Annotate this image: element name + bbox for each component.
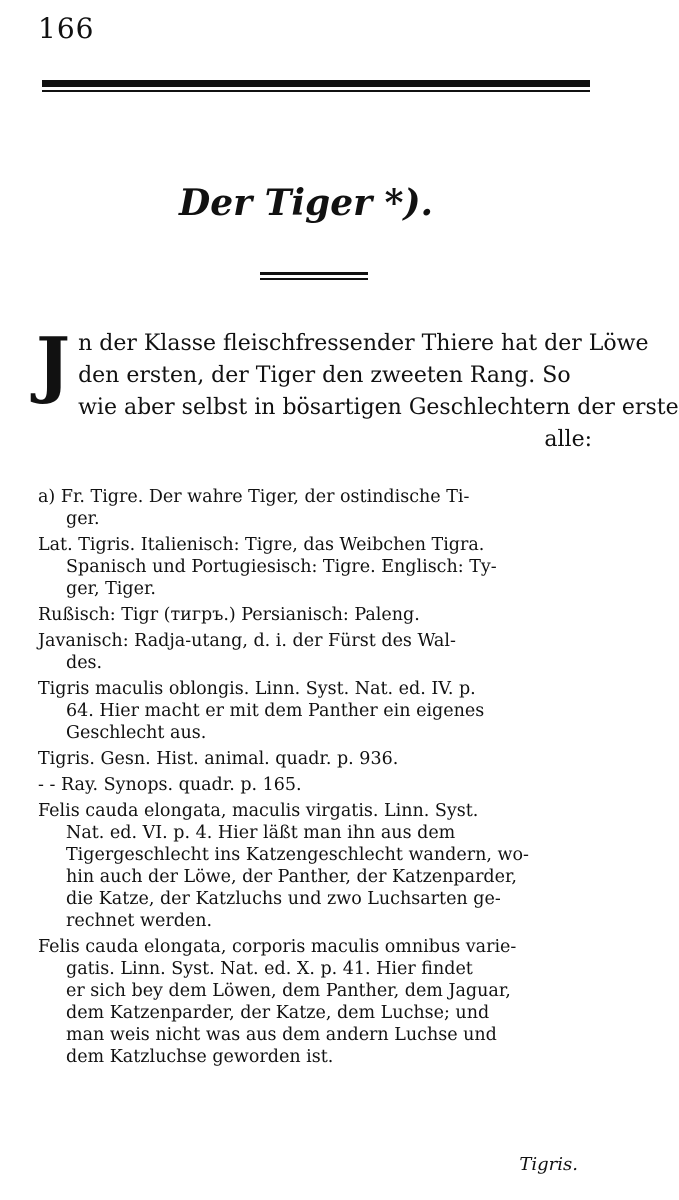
chapter-title: Der Tiger *). — [178, 182, 434, 224]
footnote-line: er sich bey dem Löwen, dem Panther, dem Jaguar, — [66, 981, 511, 1001]
footnote-line: Tigris. Gesn. Hist. animal. quadr. p. 936. — [38, 749, 399, 769]
footnote-entry — [38, 678, 596, 744]
footnote-line: Rußisch: Tigr (тигръ.) Persianisch: Paleng. — [38, 605, 420, 625]
footnotes — [38, 486, 596, 1072]
page-number: 166 — [38, 12, 95, 45]
footnote-line: Nat. ed. VI. p. 4. Hier läßt man ihn aus dem — [66, 823, 456, 843]
footnote-line: Tigris maculis oblongis. Linn. Syst. Nat. ed. IV. p. — [38, 679, 476, 699]
body-line: n der Klasse fleischfressender Thiere hat der Löwe — [78, 331, 649, 356]
footnote-entry — [38, 604, 596, 626]
footnote-line: gatis. Linn. Syst. Nat. ed. X. p. 41. Hier findet — [66, 959, 473, 979]
header-rule-thin — [42, 90, 590, 92]
footnote-line: Felis cauda elongata, maculis virgatis. Linn. Syst. — [38, 801, 479, 821]
footnote-line: des. — [66, 653, 103, 673]
footnote-line: dem Katzenparder, der Katze, dem Luchse; und — [66, 1003, 490, 1023]
footnote-line: a) Fr. Tigre. Der wahre Tiger, der ostindische Ti- — [38, 487, 470, 507]
footnote-line: dem Katzluchse geworden ist. — [66, 1047, 334, 1067]
footnote-entry — [38, 936, 596, 1068]
header-rule — [42, 80, 590, 87]
footnote-line: Lat. Tigris. Italienisch: Tigre, das Weibchen Tigra. — [38, 535, 485, 555]
footnote-entry — [38, 534, 596, 600]
title-rule-thin — [260, 278, 368, 280]
footnote-entry — [38, 630, 596, 674]
footnote-line: hin auch der Löwe, der Panther, der Katzenparder, — [66, 867, 517, 887]
footnote-entry — [38, 486, 596, 530]
footnote-line: Spanisch und Portugiesisch: Tigre. Englisch: Ty- — [66, 557, 497, 577]
footnote-line: die Katze, der Katzluchs und zwo Luchsarten ge- — [66, 889, 501, 909]
footnote-entry — [38, 748, 596, 770]
footnote-line: ger. — [66, 509, 100, 529]
footnote-line: Geschlecht aus. — [66, 723, 207, 743]
body-line: alle: — [544, 427, 592, 452]
title-rule — [260, 272, 368, 275]
body-line: wie aber selbst in bösartigen Geschlechtern der erste — [78, 395, 679, 420]
footnote-line: - - Ray. Synops. quadr. p. 165. — [38, 775, 302, 795]
footnote-entry — [38, 774, 596, 796]
catchword: Tigris. — [519, 1154, 578, 1175]
footnote-line: 64. Hier macht er mit dem Panther ein eigenes — [66, 701, 485, 721]
drop-capital: J — [36, 321, 71, 406]
footnote-line: Tigergeschlecht ins Katzengeschlecht wandern, wo- — [66, 845, 529, 865]
footnote-line: ger, Tiger. — [66, 579, 156, 599]
footnote-line: Javanisch: Radja-utang, d. i. der Fürst des Wal- — [38, 631, 456, 651]
body-line: den ersten, der Tiger den zweeten Rang. So — [78, 363, 571, 388]
footnote-entry — [38, 800, 596, 932]
footnote-line: Felis cauda elongata, corporis maculis omnibus varie- — [38, 937, 517, 957]
footnote-line: rechnet werden. — [66, 911, 213, 931]
body-paragraph — [36, 321, 679, 456]
footnote-line: man weis nicht was aus dem andern Luchse und — [66, 1025, 497, 1045]
